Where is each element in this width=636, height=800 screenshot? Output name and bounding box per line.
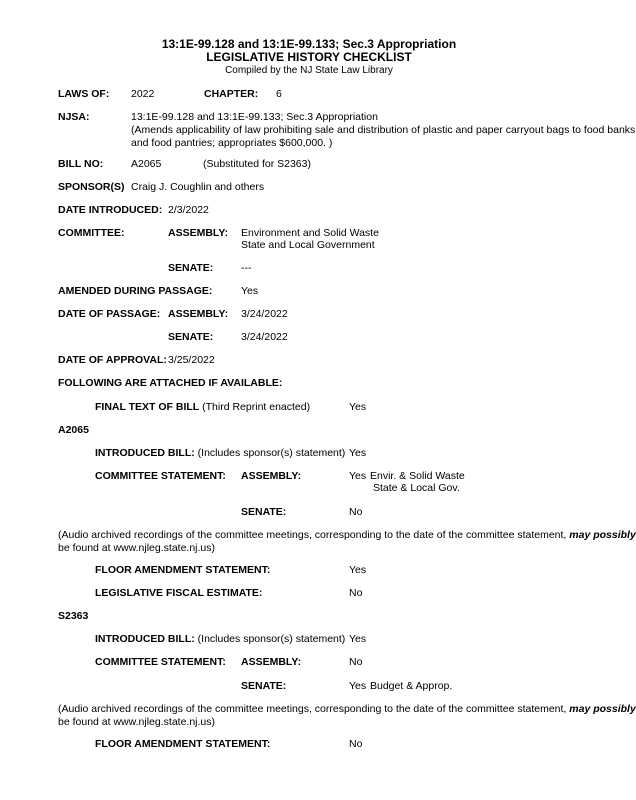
final-text-value: Yes	[349, 401, 367, 413]
chapter-label: CHAPTER:	[204, 88, 259, 100]
committee-senate-label: SENATE:	[168, 262, 214, 274]
sponsor-value: Craig J. Coughlin and others	[131, 181, 265, 193]
final-text-label-rest: (Third Reprint enacted)	[199, 401, 311, 413]
committee-senate-value: ---	[241, 262, 252, 274]
a2065-floor-amendment-label: FLOOR AMENDMENT STATEMENT:	[95, 564, 271, 576]
a2065-heading: A2065	[58, 424, 89, 436]
date-introduced-value: 2/3/2022	[168, 204, 209, 216]
date-of-approval-value: 3/25/2022	[168, 354, 215, 366]
a2065-introduced-label	[95, 447, 345, 460]
chapter-value: 6	[276, 88, 282, 100]
s2363-committee-assembly-label: ASSEMBLY:	[241, 656, 302, 668]
audio-note-line2: be found at www.njleg.state.nj.us)	[58, 542, 216, 554]
s2363-floor-amendment-value: No	[349, 738, 363, 750]
a2065-fiscal-estimate-value: No	[349, 587, 363, 599]
s2363-floor-amendment-label: FLOOR AMENDMENT STATEMENT:	[95, 738, 271, 750]
s2363-introduced-label	[95, 633, 345, 646]
s2363-committee-senate-value: Yes	[349, 680, 367, 692]
passage-senate-label: SENATE:	[168, 331, 214, 343]
date-introduced-label: DATE INTRODUCED:	[58, 204, 163, 216]
njsa-label: NJSA:	[58, 111, 90, 123]
attached-heading: FOLLOWING ARE ATTACHED IF AVAILABLE:	[58, 377, 283, 389]
amended-value: Yes	[241, 285, 259, 297]
amended-label: AMENDED DURING PASSAGE:	[58, 285, 213, 297]
s2363-committee-senate-note: Budget & Approp.	[370, 680, 453, 692]
a2065-committee-senate-value: No	[349, 506, 363, 518]
final-text-label-bold: FINAL TEXT OF BILL	[95, 401, 200, 413]
final-text-label	[95, 401, 310, 414]
committee-assembly-line1: Environment and Solid Waste	[241, 227, 379, 239]
a2065-fiscal-estimate-label: LEGISLATIVE FISCAL ESTIMATE:	[95, 587, 263, 599]
njsa-note-line1: (Amends applicability of law prohibiting sale and distribution of plastic and paper carryout bags to food banks	[131, 124, 636, 136]
committee-assembly-line2: State and Local Government	[241, 239, 375, 251]
bill-no-label: BILL NO:	[58, 158, 104, 170]
audio-note2-line2: be found at www.njleg.state.nj.us)	[58, 716, 216, 728]
audio-note2-line1	[58, 703, 636, 716]
audio-note2-text: (Audio archived recordings of the committee meetings, corresponding to the date of the committee statement,	[58, 703, 570, 715]
a2065-introduced-bold: INTRODUCED BILL:	[95, 447, 195, 459]
a2065-floor-amendment-value: Yes	[349, 564, 367, 576]
laws-of-value: 2022	[131, 88, 155, 100]
a2065-committee-assembly-label: ASSEMBLY:	[241, 470, 302, 482]
passage-assembly-label: ASSEMBLY:	[168, 308, 229, 320]
s2363-committee-senate-label: SENATE:	[241, 680, 287, 692]
committee-label: COMMITTEE:	[58, 227, 125, 239]
njsa-value: 13:1E-99.128 and 13:1E-99.133; Sec.3 Appropriation	[131, 111, 378, 123]
a2065-introduced-rest: (Includes sponsor(s) statement)	[194, 447, 346, 459]
committee-assembly-label: ASSEMBLY:	[168, 227, 229, 239]
a2065-committee-assembly-note1: Envir. & Solid Waste	[370, 470, 465, 482]
audio-note-line1	[58, 529, 636, 542]
document-title: 13:1E-99.128 and 13:1E-99.133; Sec.3 Appropriation	[161, 37, 457, 51]
a2065-committee-assembly-value: Yes	[349, 470, 367, 482]
passage-assembly-value: 3/24/2022	[241, 308, 288, 320]
s2363-introduced-value: Yes	[349, 633, 367, 645]
document-subtitle: LEGISLATIVE HISTORY CHECKLIST	[206, 50, 412, 64]
date-of-approval-label: DATE OF APPROVAL:	[58, 354, 167, 366]
a2065-committee-statement-label: COMMITTEE STATEMENT:	[95, 470, 226, 482]
audio-note2-emphasis: may possibly	[569, 703, 636, 715]
compiled-by: Compiled by the NJ State Law Library	[225, 65, 393, 76]
laws-of-label: LAWS OF:	[58, 88, 110, 100]
njsa-note-line2: and food pantries; appropriates $600,000. )	[131, 137, 333, 149]
audio-note-emphasis: may possibly	[569, 529, 636, 541]
passage-senate-value: 3/24/2022	[241, 331, 288, 343]
s2363-heading: S2363	[58, 610, 89, 622]
sponsor-label: SPONSOR(S)	[58, 181, 125, 193]
a2065-committee-assembly-note2: State & Local Gov.	[373, 482, 460, 494]
bill-no-note: (Substituted for S2363)	[203, 158, 311, 170]
bill-no-value: A2065	[131, 158, 162, 170]
audio-note-text: (Audio archived recordings of the committee meetings, corresponding to the date of the committee statement,	[58, 529, 570, 541]
date-of-passage-label: DATE OF PASSAGE:	[58, 308, 161, 320]
s2363-committee-assembly-value: No	[349, 656, 363, 668]
a2065-introduced-value: Yes	[349, 447, 367, 459]
s2363-introduced-bold: INTRODUCED BILL:	[95, 633, 195, 645]
s2363-committee-statement-label: COMMITTEE STATEMENT:	[95, 656, 226, 668]
s2363-introduced-rest: (Includes sponsor(s) statement)	[194, 633, 346, 645]
a2065-committee-senate-label: SENATE:	[241, 506, 287, 518]
